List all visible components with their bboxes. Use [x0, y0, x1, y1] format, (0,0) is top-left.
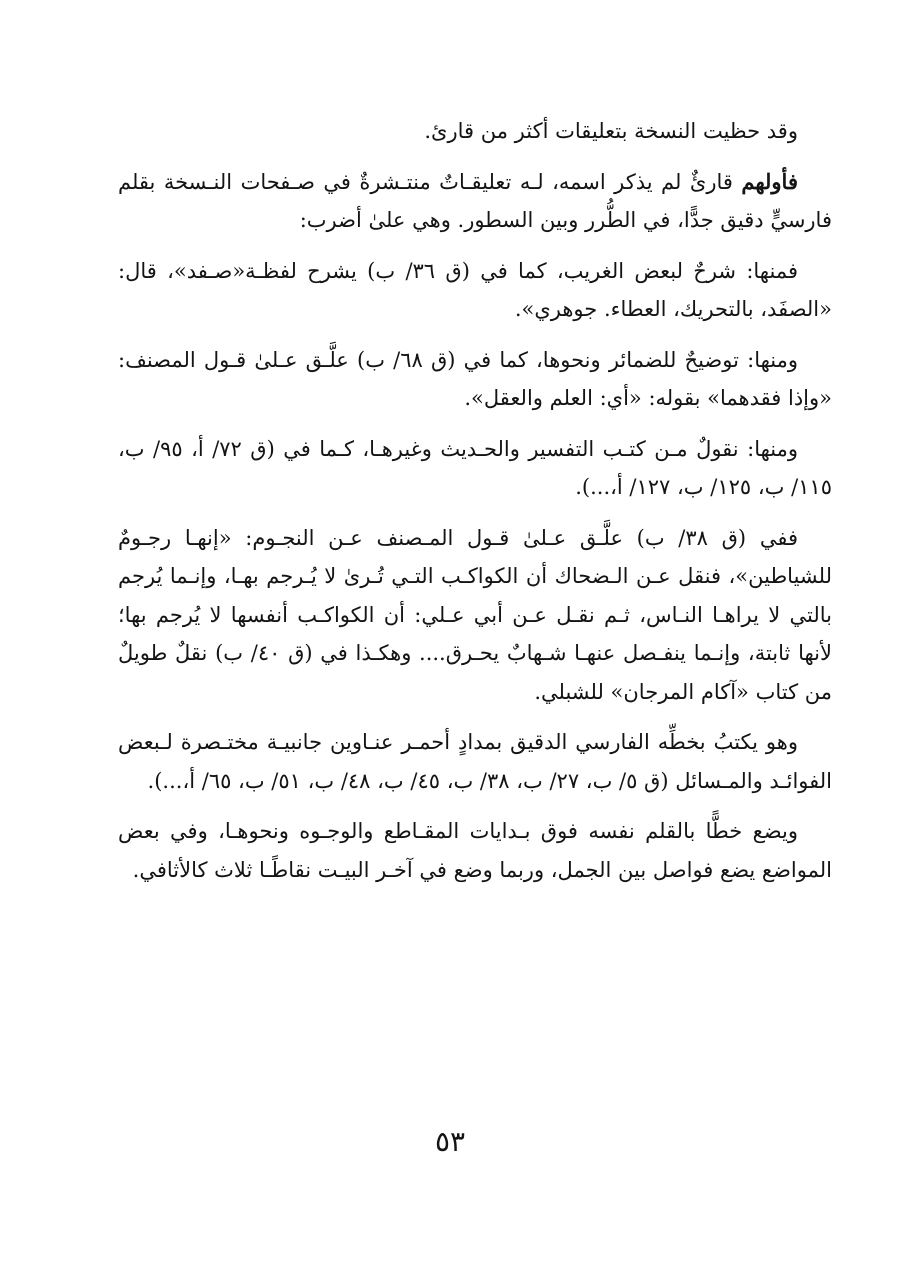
paragraph-text: ويضع خطًّا بالقلم نفسه فوق بـدايات المقـاطع والوجـوه ونحوهـا، وفي بعض المواضع يضع فواصل بين الجمل، وربما وضع في آخـر البيـت نقاطًـا ثلاث كالأثافي.: [118, 819, 832, 882]
paragraph-text: وقد حظيت النسخة بتعليقات أكثر من قارئ.: [424, 119, 798, 143]
paragraph-quotations: [118, 430, 832, 507]
paragraph-red-headings: [118, 723, 832, 800]
paragraph-text: ومنها: نقولٌ مـن كتـب التفسير والحـديث وغيرهـا، كـما في (ق ٧٢/ أ، ٩٥/ ب، ١١٥/ ب، ١٢٥/ ب، ١٢٧/ أ،...).: [118, 436, 832, 499]
paragraph-stars-note: [118, 519, 832, 712]
paragraph-text: ففي (ق ٣٨/ ب) علَّـق عـلىٰ قـول المـصنف عـن النجـوم: «إنهـا رجـومٌ للشياطين»، فنقل عـن الـضحاك أن الكواكـب التـي تُـرىٰ لا يُـرجم بهـا، وإنـما يُرجم بالتي لا يراهـا النـاس، ثـم نقـل عـن أبي عـلي: أن الكواكـب أنفسها لا يُرجم بها؛ لأنها ثابتة، وإنـما ينفـصل عنهـا شـهابٌ يحـرق.... وهكـذا في (ق ٤٠/ ب) نقلٌ طويلٌ من كتاب «آكام المرجان» للشبلي.: [118, 525, 832, 704]
paragraph-intro: [118, 112, 832, 151]
paragraph-text: فمنها: شرحٌ لبعض الغريب، كما في (ق ٣٦/ ب) يشرح لفظـة«صـفد»، قال: «الصفَد، بالتحريك، العطاء. جوهري».: [118, 258, 832, 321]
paragraph-text: ومنها: توضيحٌ للضمائر ونحوها، كما في (ق ٦٨/ ب) علَّـق عـلىٰ قـول المصنف: «وإذا فقدهما» بقوله: «أي: العلم والعقل».: [118, 347, 832, 410]
paragraph-pronouns: [118, 341, 832, 418]
body-text: [118, 112, 832, 901]
paragraph-first-reader: [118, 163, 832, 240]
paragraph-text: وهو يكتبُ بخطِّه الفارسي الدقيق بمدادٍ أحمـر عنـاوين جانبيـة مختـصرة لـبعض الفوائـد والمـسائل (ق ٥/ ب، ٢٧/ ب، ٣٨/ ب، ٤٥/ ب، ٤٨/ ب، ٥١/ ب، ٦٥/ أ،...).: [118, 730, 832, 793]
page-number: ٥٣: [434, 1125, 466, 1158]
paragraph-gloss: [118, 252, 832, 329]
paragraph-text: قارئٌ لم يذكر اسمه، لـه تعليقـاتٌ منتـشرةٌ في صـفحات النـسخة بقلم فارسيٍّ دقيق جدًّا، في الطُّرر وبين السطور. وهي علىٰ أضرب:: [118, 169, 832, 232]
paragraph-marks: [118, 812, 832, 889]
paragraph-lead-bold: فأولهم: [741, 168, 798, 194]
